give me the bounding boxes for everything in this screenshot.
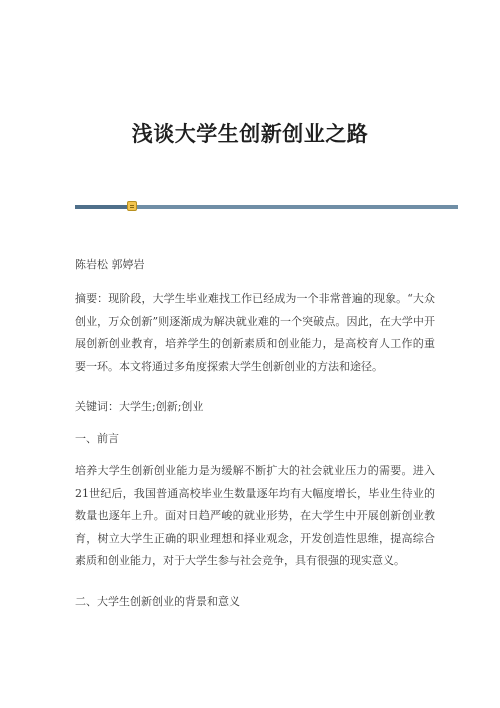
section-heading-2: 二、大学生创新创业的背景和意义 bbox=[75, 595, 240, 608]
document-icon bbox=[127, 201, 137, 211]
document-title: 浅谈大学生创新创业之路 bbox=[131, 121, 369, 146]
title-divider-accent bbox=[75, 205, 127, 209]
abstract-paragraph: 摘要：现阶段，大学生毕业难找工作已经成为一个非常普遍的现象。“大众创业，万众创新”则逐渐成为解决就业难的一个突破点。因此，在大学中开展创新创业教育，培养学生的创新素质和创业能力，是高校育人工作的重要一环。本文将通过多角度探索大学生创新创业的方法和途径。 bbox=[75, 292, 435, 373]
keywords: 关键词：大学生;创新;创业 bbox=[75, 400, 204, 413]
body-paragraph-1: 培养大学生创新创业能力是为缓解不断扩大的社会就业压力的需要。进入21世纪后，我国普通高校毕业生数量逐年均有大幅度增长，毕业生待业的数量也逐年上升。面对日趋严峻的就业形势，在大学生中开展创新创业教育，树立大学生正确的职业理想和择业观念，开发创造性思维，提高综合素质和创业能力，对于大学生参与社会竞争，具有很强的现实意义。 bbox=[75, 464, 435, 567]
section-heading-1: 一、前言 bbox=[75, 432, 119, 445]
authors: 陈岩松 郭婷岩 bbox=[75, 258, 145, 271]
